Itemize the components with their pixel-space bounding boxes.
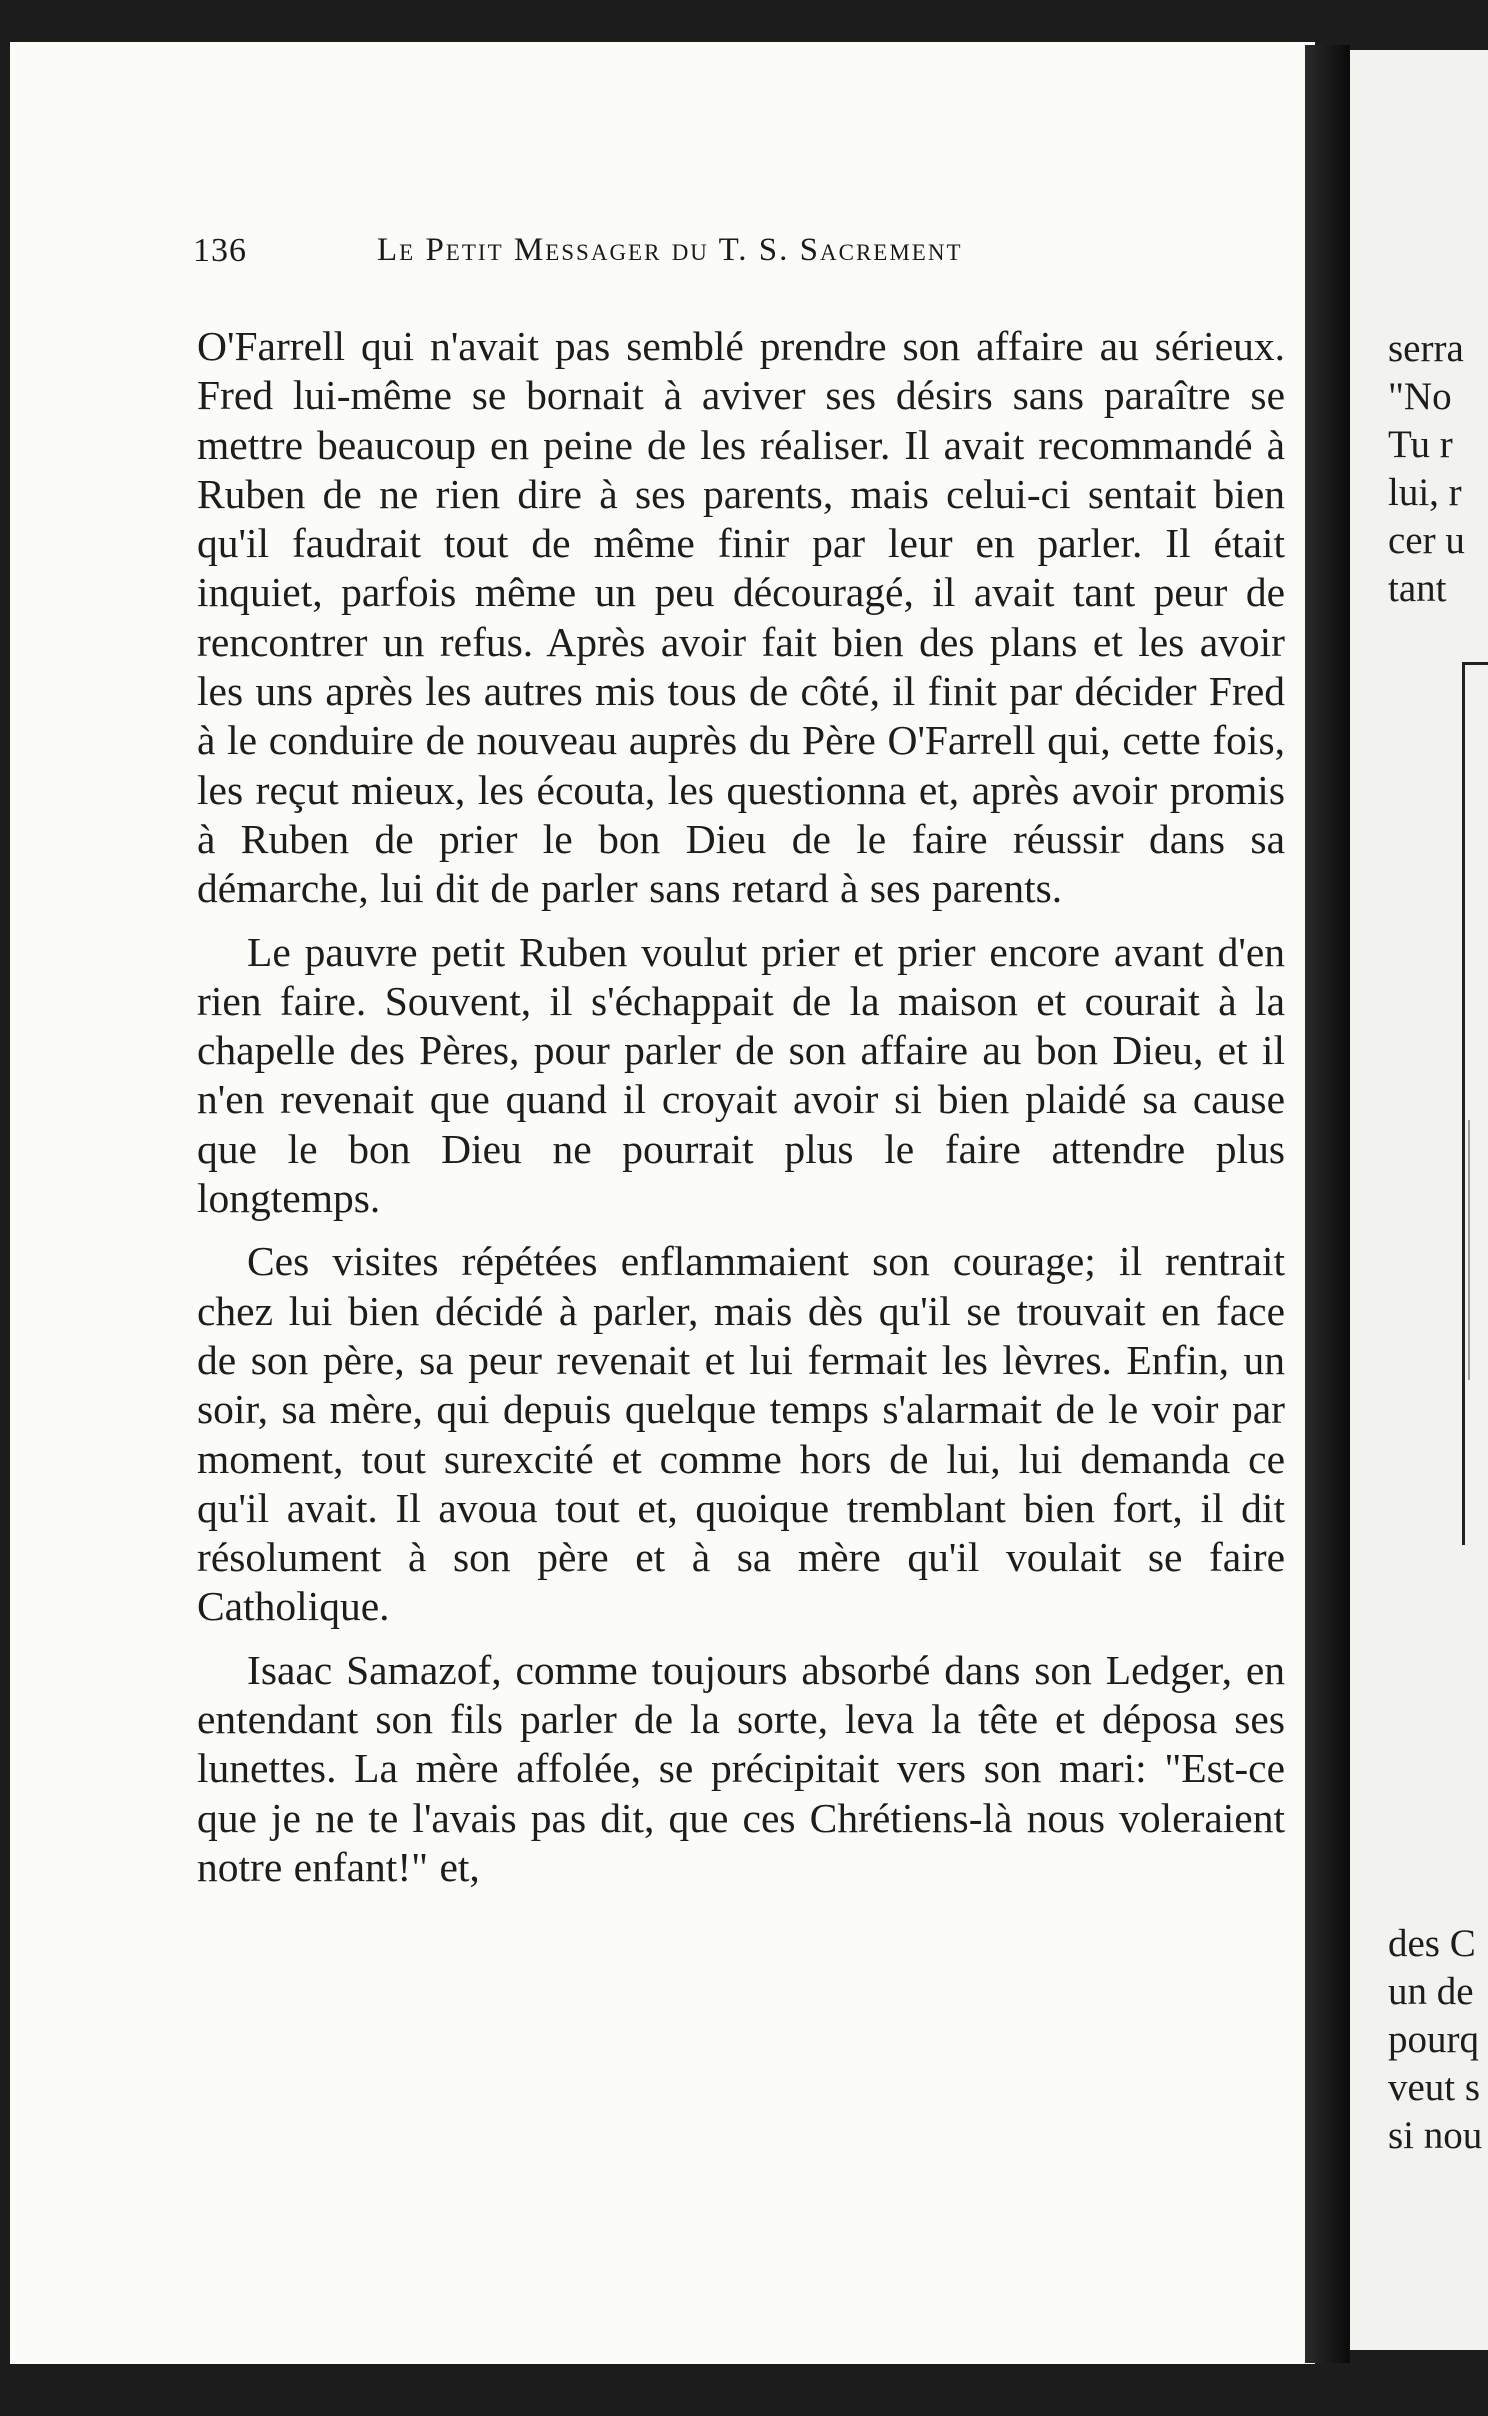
facing-line: cer u bbox=[1388, 519, 1465, 562]
facing-line: pourq bbox=[1388, 2018, 1479, 2061]
facing-line: si nou bbox=[1388, 2114, 1483, 2157]
page-number: 136 bbox=[193, 232, 247, 269]
facing-illustration-frame bbox=[1462, 662, 1488, 1545]
facing-page-bottom-text bbox=[1388, 1920, 1488, 2160]
facing-line: serra bbox=[1388, 327, 1464, 370]
facing-line: lui, r bbox=[1388, 471, 1462, 514]
facing-line: tant bbox=[1388, 567, 1447, 610]
page-header bbox=[193, 232, 1293, 292]
facing-line: des C bbox=[1388, 1922, 1476, 1965]
facing-line: "No bbox=[1388, 375, 1452, 418]
facing-line: un de bbox=[1388, 1970, 1474, 2013]
facing-line: veut s bbox=[1388, 2066, 1481, 2109]
facing-page bbox=[1350, 50, 1488, 2350]
facing-page-top-text bbox=[1388, 325, 1488, 613]
book-gutter bbox=[1305, 45, 1350, 2363]
paragraph: Isaac Samazof, comme toujours absorbé dans son Ledger, en entendant son fils parler de la sorte, leva la tête et déposa ses lunettes. La mère affolée, se précipitait vers son mari: "Est-ce que je ne te l'avais pas dit, que ces Chrétiens-là nous voleraient notre enfant!" et, bbox=[197, 1646, 1285, 1890]
paragraph: Ces visites répétées enflammaient son courage; il rentrait chez lui bien décidé à parler, mais dès qu'il se trouvait en face de son père, sa peur revenait et lui fermait les lèvres. Enfin, un soir, sa mère, qui depuis quelque temps s'alarmait de le voir par moment, tout surexcité et comme hors de lui, lui demanda ce qu'il avait. Il avoua tout et, quoique tremblant bien fort, il dit résolument à son père et à sa mère qu'il voulait se faire Catholique. bbox=[197, 1238, 1285, 1630]
facing-line: Tu r bbox=[1388, 423, 1453, 466]
paragraph: Le pauvre petit Ruben voulut prier et prier encore avant d'en rien faire. Souvent, il s'échappait de la maison et courait à la chapelle des Pères, pour parler de son affaire au bon Dieu, et il n'en revenait que quand il croyait avoir si bien plaidé sa cause que le bon Dieu ne pourrait plus le faire attendre plus longtemps. bbox=[197, 928, 1285, 1222]
running-head: Le Petit Messager du T. S. Sacrement bbox=[377, 232, 963, 268]
paragraph: O'Farrell qui n'avait pas semblé prendre son affaire au sérieux. Fred lui-même se bornait à aviver ses désirs sans paraître se mettre beaucoup en peine de les réaliser. Il avait recommandé à Ruben de ne rien dire à ses parents, mais celui-ci sentait bien qu'il faudrait tout de même finir par leur en parler. Il était inquiet, parfois même un peu découragé, il avait tant peur de rencontrer un refus. Après avoir fait bien des plans et les avoir les uns après les autres mis tous de côté, il finit par décider Fred à le conduire de nouveau auprès du Père O'Farrell qui, cette fois, les reçut mieux, les écouta, les questionna et, après avoir promis à Ruben de prier le bon Dieu de le faire réussir dans sa démarche, lui dit de parler sans retard à ses parents. bbox=[197, 323, 1285, 912]
body-text bbox=[197, 322, 1285, 1906]
facing-illustration-detail bbox=[1468, 1120, 1488, 1380]
